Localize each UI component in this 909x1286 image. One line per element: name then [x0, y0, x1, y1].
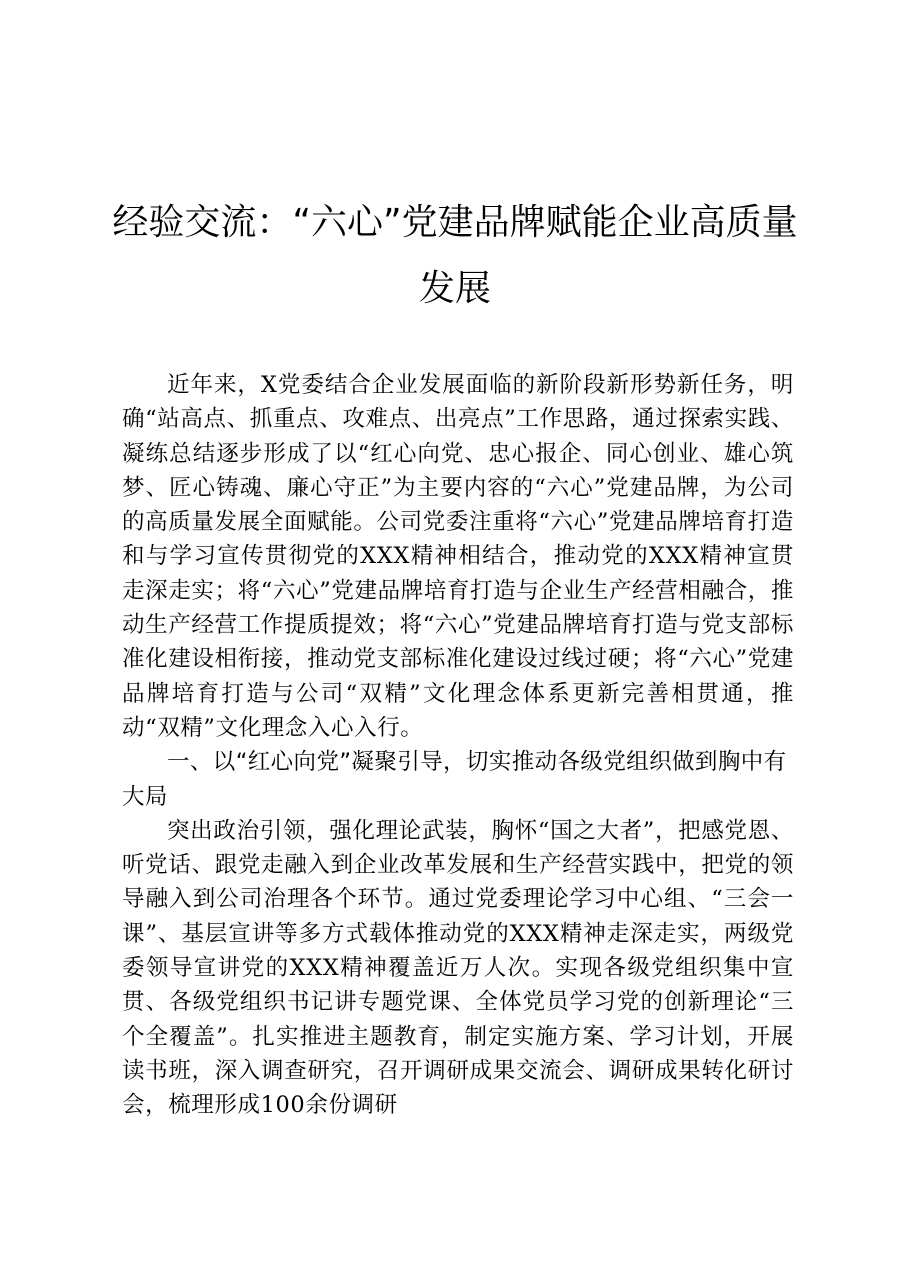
section-heading: 一、以“红心向党”凝聚引导，切实推动各级党组织做到胸中有大局 [122, 749, 787, 810]
intro-paragraph: 近年来，X党委结合企业发展面临的新阶段新形势新任务，明确“站高点、抓重点、攻难点、出亮点”工作思路，通过探索实践、凝练总结逐步形成了以“红心向党、忠心报企、同心创业、雄心筑梦、匠心铸魂、廉心守正”为主要内容的“六心”党建品牌，为公司的高质量发展全面赋能。公司党委注重将“六心”党建品牌培育打造和与学习宣传贯彻党的XXX精神相结合，推动党的XXX精神宣贯走深走实；将“六心”党建品牌培育打造与企业生产经营相融合，推动生产经营工作提质提效；将“六心”党建品牌培育打造与党支部标准化建设相衔接，推动党支部标准化建设过线过硬；将“六心”党建品牌培育打造与公司“双精”文化理念体系更新完善相贯通，推动“双精”文化理念入心入行。 [122, 372, 794, 741]
document-body [122, 368, 794, 1123]
document-title: 经验交流：“六心”党建品牌赋能企业高质量发展 [112, 202, 798, 309]
section-paragraph: 突出政治引领，强化理论武装，胸怀“国之大者”，把感党恩、听党话、跟党走融入到企业改革发展和生产经营实践中，把党的领导融入到公司治理各个环节。通过党委理论学习中心组、“三会一课”、基层宣讲等多方式载体推动党的XXX精神走深走实，两级党委领导宣讲党的XXX精神覆盖近万人次。实现各级党组织集中宣贯、各级党组织书记讲专题党课、全体党员学习党的创新理论“三个全覆盖”。扎实推进主题教育，制定实施方案、学习计划，开展读书班，深入调查研究，召开调研成果交流会、调研成果转化研讨会，梳理形成100余份调研 [122, 817, 794, 1119]
